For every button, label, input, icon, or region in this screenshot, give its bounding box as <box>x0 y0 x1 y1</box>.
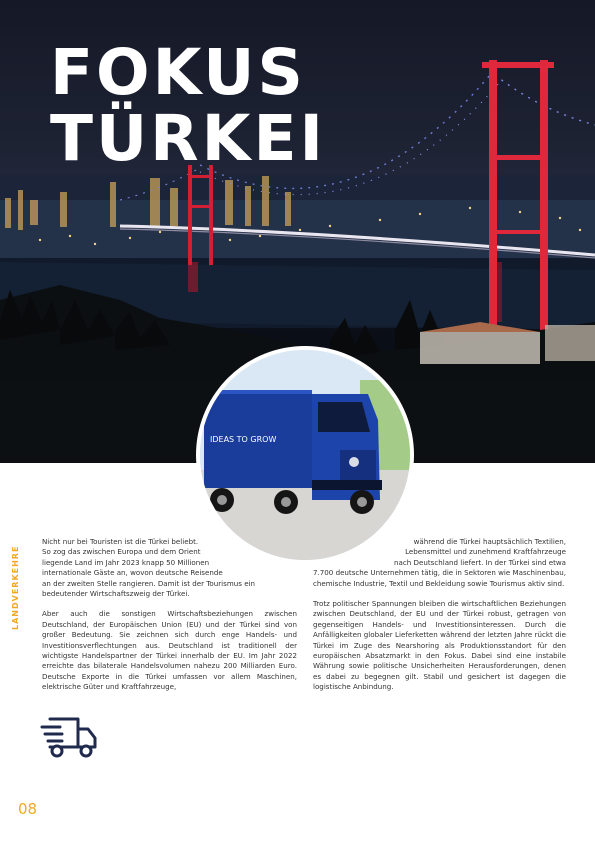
title-line-2: TÜRKEI <box>50 102 326 175</box>
text-line: nach Deutschland liefert. In der Türkei sind etwa <box>394 557 566 567</box>
right-text-column <box>313 537 566 703</box>
text-line: während die Türkei hauptsächlich Textilien, <box>413 537 566 546</box>
text-line: liegende Land im Jahr 2023 knapp 50 Millionen <box>42 557 210 567</box>
left-text-column <box>42 537 297 703</box>
blue-truck-illustration <box>200 350 410 560</box>
section-label: LANDVERKEHRE <box>11 545 20 630</box>
delivery-truck-icon <box>40 715 100 761</box>
page-number: 08 <box>18 800 38 818</box>
text-block: 7.700 deutsche Unternehmen tätig, die in Sektoren wie Maschinenbau, chemische Industrie, Textil und Bekleidung sowie Tourismus aktiv sind. <box>313 568 566 588</box>
text-line: bedeutender Wirtschaftszweig der Türkei. <box>42 589 190 599</box>
page-title <box>50 36 326 175</box>
text-line: internationale Gäste an, wovon deutsche Reisende <box>42 568 223 578</box>
truck-photo-circle <box>196 346 414 564</box>
text-line: So zog das zwischen Europa und dem Orient <box>42 547 201 557</box>
truck-slogan: IDEAS TO GROW <box>210 435 277 444</box>
text-line: Nicht nur bei Touristen ist die Türkei beliebt. <box>42 537 199 546</box>
relations-paragraph: Trotz politischer Spannungen bleiben die wirtschaftlichen Beziehungen zwischen Deutschland, der EU und der Türkei robust, getragen von gegenseitigen Handels- und Investitionsinteressen. Durch die Anfälligkeiten globaler Lieferketten während der letzten Jahre rückt die Türkei im Zuge des Nearshoring als Produktionsstandort für den europäischen Absatzmarkt in den Fokus. Dabei sind eine instabile Währung sowie politische Unsicherheiten Herausforderungen, denen es dabei zu begegnen gilt. Stabil und gesichert ist dagegen die logistische Anbindung. <box>313 599 566 692</box>
title-line-1: FOKUS <box>50 36 306 109</box>
trade-paragraph: Aber auch die sonstigen Wirtschaftsbeziehungen zwischen Deutschland, der Europäischen Union (EU) und der Türkei sind von großer Bedeutung. Sie zeichnen sich durch enge Handels- und Investitionsverflechtungen aus. Deutschland ist traditionell der wichtigste Handelspartner der Türkei innerhalb der EU. Im Jahr 2022 erreichte das bilaterale Handelsvolumen nahezu 200 Milliarden Euro. Deutsche Exporte in die Türkei umfassen vor allem Maschinen, elektrische Güter und Kraftfahrzeuge, <box>42 609 297 692</box>
exports-paragraph <box>313 537 566 589</box>
text-line: an der zweiten Stelle rangieren. Damit ist der Tourismus ein <box>42 578 256 588</box>
text-line: Lebensmittel und zunehmend Kraftfahrzeuge <box>405 547 566 557</box>
intro-paragraph <box>42 537 297 599</box>
